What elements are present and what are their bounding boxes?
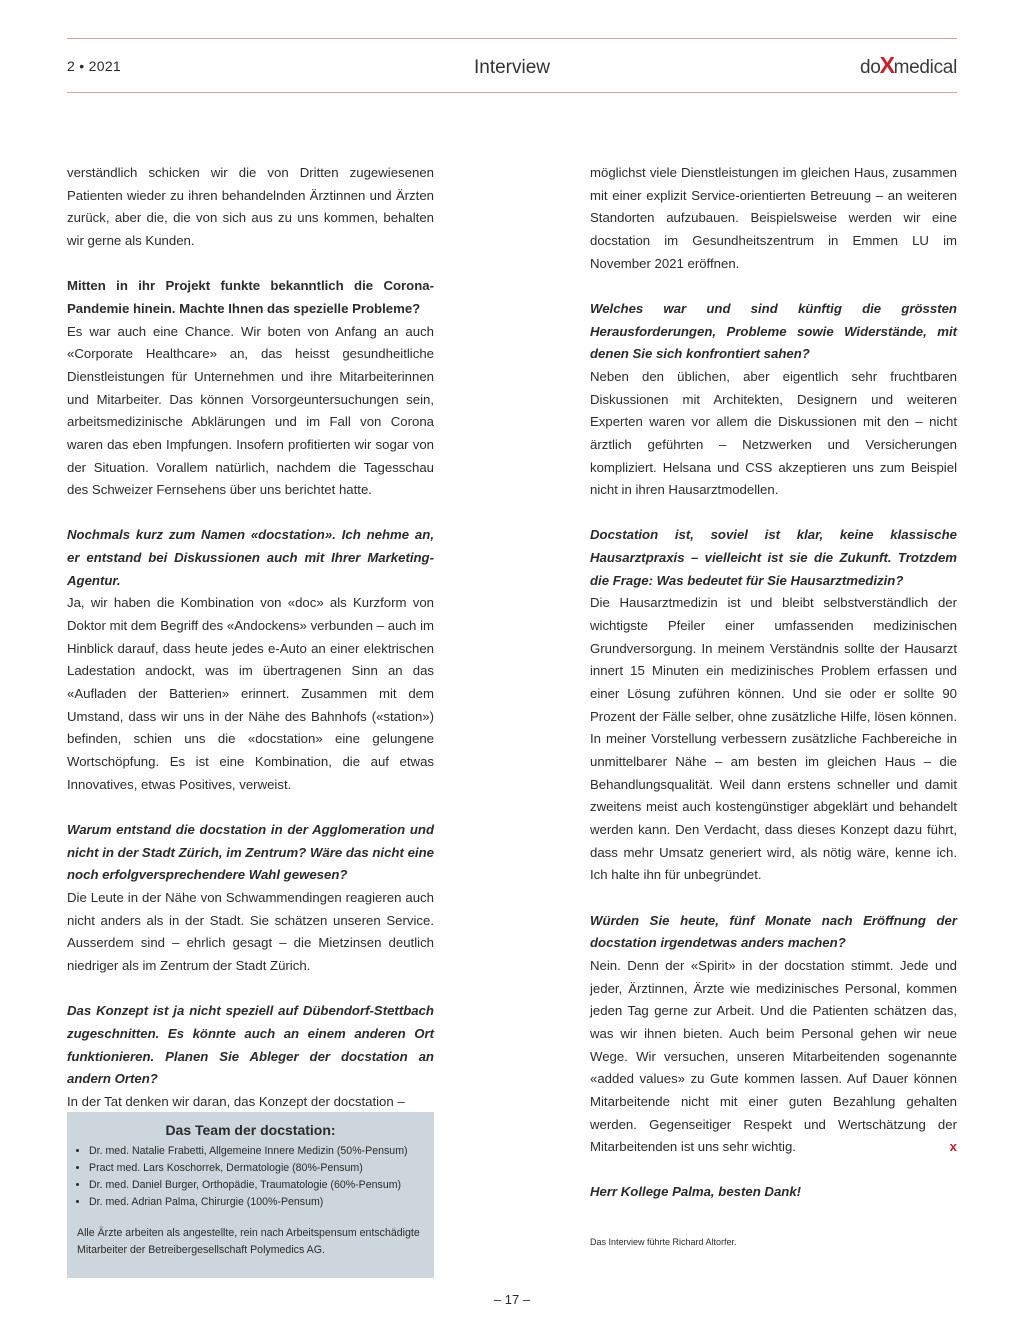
question-text: Welches war und sind künftig die grössten Herausforderungen, Probleme sowie Widerstände, mit denen Sie sich konfrontiert sahen? [590, 300, 957, 362]
interview-answer [67, 1091, 434, 1114]
paragraph-gap [67, 796, 434, 819]
question-text: Das Konzept ist ja nicht speziell auf Dübendorf-Stettbach zugeschnitten. Es könnte auch an einem anderen Ort funktionieren. Planen Sie Ableger der docstation an andern Orten? [67, 1003, 434, 1087]
logo-text-left: do [860, 57, 881, 78]
interview-question [67, 819, 434, 887]
answer-text: Es war auch eine Chance. Wir boten von Anfang an auch «Corporate Healthcare» an, das heisst gesundheitliche Dienstleistungen für Unternehmen und ihre Mitarbeiterinnen und Mitarbeiter. Das können Vorsorgeuntersuchungen sein, arbeitsmedizinische Abklärungen und im Fall von Corona waren das eben Impfungen. Insofern profitierten wir sogar von der Situation. Vorallem natürlich, nachdem die Tagesschau des Schweizer Fernsehens über uns berichtet hatte. [67, 323, 434, 498]
paragraph-gap [590, 502, 957, 525]
paragraph-gap [67, 502, 434, 525]
interview-answer [590, 162, 957, 275]
interview-question [67, 275, 434, 320]
question-text: Würden Sie heute, fünf Monate nach Eröffnung der docstation irgendetwas anders machen? [590, 912, 957, 951]
team-member-item: • Dr. med. Adrian Palma, Chirurgie (100%-Pensum) [89, 1194, 424, 1211]
interview-answer [67, 887, 434, 978]
interview-answer [590, 955, 957, 1159]
question-text: Warum entstand die docstation in der Agglomeration und nicht in der Stadt Zürich, im Zentrum? Wäre das nicht eine noch erfolgversprechendere Wahl gewesen? [67, 821, 434, 883]
interview-answer [67, 162, 434, 253]
answer-text: Nein. Denn der «Spirit» in der docstation stimmt. Jede und jeder, Ärztinnen, Ärzte wie medizinisches Personal, kommen jeden Tag gerne zur Arbeit. Und die Patienten schätzen das, was wir ihnen bieten. Auch beim Personal gehen wir neue Wege. Wir versuchen, unseren Mitarbeitenden sogenannte «added values» zu Gute kommen lassen. Auf Dauer können Mitarbeitende nicht mit einer guten Bezahlung gehalten werden. Gegenseitiger Respekt und Wertschätzung der Mitarbeitenden ist uns sehr wichtig. [590, 957, 957, 1155]
page-number: – 17 – [493, 1292, 531, 1307]
paragraph-gap [67, 253, 434, 276]
issue-label: 2 • 2021 [67, 58, 122, 74]
answer-text: In der Tat denken wir daran, das Konzept der docstation – [67, 1093, 405, 1109]
section-title: Interview [473, 57, 551, 78]
doxmedical-logo [860, 52, 957, 79]
answer-text: möglichst viele Dienstleistungen im gleichen Haus, zusammen mit einer explizit Service-orientierten Betreuung – an weiteren Standorten aufzubauen. Beispielsweise werden wir eine docstation im Gesundheitszentrum in Emmen LU im November 2021 eröffnen. [590, 165, 957, 271]
answer-text: verständlich schicken wir die von Dritten zugewiesenen Patienten wieder zu ihren behandelnden Ärztinnen und Ärzten zurück, aber die, die von sich aus zu uns kommen, behalten wir gerne als Kunden. [67, 165, 434, 248]
interview-question [590, 524, 957, 592]
interview-answer [67, 321, 434, 502]
question-text: Nochmals kurz zum Namen «docstation». Ich nehme an, er entstand bei Diskussionen auch mit Ihrer Marketing-Agentur. [67, 527, 434, 588]
header-top-rule [67, 38, 957, 39]
right-text-column [590, 162, 957, 1249]
article-end-mark: x [949, 1139, 957, 1155]
logo-x-mark: X [879, 52, 895, 78]
question-text: Herr Kollege Palma, besten Dank! [590, 1184, 802, 1200]
question-text: Mitten in ihr Projekt funkte bekanntlich die Corona-Pandemie hinein. Machte Ihnen das spezielle Probleme? [67, 278, 434, 316]
interview-credit [590, 1235, 957, 1249]
logo-text-right: medical [893, 57, 957, 78]
interview-question [590, 910, 957, 955]
team-box-title: Das Team der docstation: [165, 1122, 336, 1138]
paragraph-gap [590, 1159, 957, 1182]
team-member-item: • Pract med. Lars Koschorrek, Dermatologie (80%-Pensum) [89, 1160, 424, 1177]
interview-answer [590, 592, 957, 887]
paragraph-gap [590, 887, 957, 910]
paragraph-gap [590, 275, 957, 298]
answer-text: Ja, wir haben die Kombination von «doc» als Kurzform von Doktor mit dem Begriff des «Andockens» verbunden – auch im Hinblick darauf, dass heute jedes e-Auto an einer elektrischen Ladestation andockt, was im übertragenen Sinn an das «Aufladen der Batterien» erinnert. Zusammen mit dem Umstand, dass wir uns in der Nähe des Bahnhofs («station») befinden, schien uns die «docstation» eine gelungene Wortschöpfung. Es ist eine Kombination, die auf etwas Innovatives, etwas Positives, verweist. [67, 595, 434, 792]
team-box-note: Alle Ärzte arbeiten als angestellte, rein nach Arbeitspensum entschädigte Mitarbeiter der Betreibergesellschaft Polymedics AG. [77, 1227, 420, 1256]
left-text-column [67, 162, 434, 1114]
answer-text: Die Hausarztmedizin ist und bleibt selbstverständlich der wichtigste Pfeiler einer umfassenden medizinischen Grundversorgung. In meinem Verständnis sollte der Hausarzt innert 15 Minuten ein medizinisches Problem erfassen und einer Lösung zuführen können. Und sie oder er sollte 90 Prozent der Fälle selber, ohne zusätzliche Hilfe, lösen können. In meiner Vorstellung verbessern zusätzliche Fachbereiche in unmittelbarer Nähe – am besten im gleichen Haus – die Behandlungsqualität. Weil dann erstens schneller und damit zweitens meist auch kostengünstiger abgeklärt und behandelt werden kann. Den Verdacht, dass dieses Konzept dazu führt, dass mehr Umsatz generiert wird, als nötig wäre, kenne ich. Ich halte ihn für unbegründet. [590, 595, 957, 883]
interview-question [590, 298, 957, 366]
interview-question [67, 524, 434, 592]
question-text: Docstation ist, soviel ist klar, keine klassische Hausarztpraxis – vielleicht ist sie die Zukunft. Trotzdem die Frage: Was bedeutet für Sie Hausarztmedizin? [590, 527, 957, 588]
interview-answer [590, 366, 957, 502]
paragraph-gap [67, 978, 434, 1001]
credit-text: Das Interview führte Richard Altorfer. [590, 1236, 737, 1247]
interview-answer [67, 592, 434, 796]
interview-question [590, 1181, 957, 1204]
team-member-item: • Dr. med. Natalie Frabetti, Allgemeine Innere Medizin (50%-Pensum) [89, 1143, 424, 1160]
answer-text: Die Leute in der Nähe von Schwammendingen reagieren auch nicht anders als in der Stadt. Sie schätzen unseren Service. Ausserdem sind – ehrlich gesagt – die Mietzinsen deutlich niedriger als im Zentrum der Stadt Zürich. [67, 889, 434, 973]
interview-question [67, 1000, 434, 1091]
team-member-item: • Dr. med. Daniel Burger, Orthopädie, Traumatologie (60%-Pensum) [89, 1177, 424, 1194]
answer-text: Neben den üblichen, aber eigentlich sehr fruchtbaren Diskussionen mit Architekten, Designern und weiteren Experten waren vor allem die Diskussionen mit den – nicht ärztlich geführten – Netzwerken und Versicherungen kompliziert. Helsana und CSS akzeptieren uns zum Beispiel nicht in ihren Hausarztmodellen. [590, 368, 957, 498]
paragraph-gap [590, 1204, 957, 1227]
team-member-list [77, 1143, 424, 1211]
header-bottom-rule [67, 92, 957, 93]
team-info-box [67, 1112, 434, 1278]
